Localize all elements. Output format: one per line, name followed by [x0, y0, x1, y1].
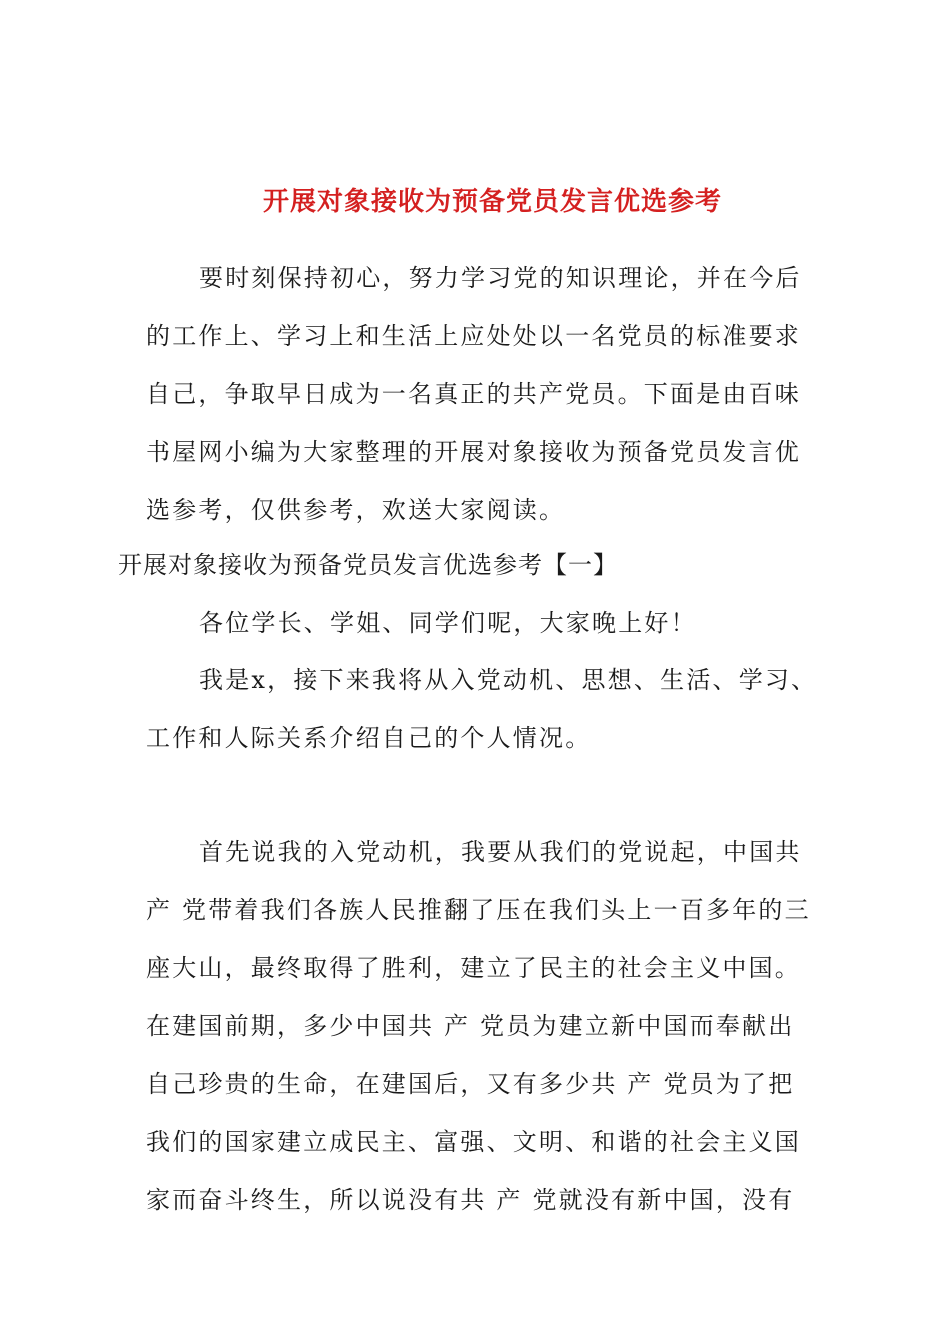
- intro-line-2: 的工作上、学习上和生活上应处处以一名党员的标准要求: [146, 322, 801, 350]
- greeting-line: 各位学长、学姐、同学们呢，大家晚上好！: [199, 609, 697, 637]
- self-intro-line-2: 工作和人际关系介绍自己的个人情况。: [146, 724, 592, 752]
- intro-line-4: 书屋网小编为大家整理的开展对象接收为预备党员发言优: [146, 438, 801, 466]
- self-intro-line-1: 我是x，接下来我将从入党动机、思想、生活、学习、: [199, 666, 818, 694]
- motivation-line-5: 自己珍贵的生命，在建国后，又有多少共 产 党员为了把: [146, 1070, 795, 1098]
- motivation-line-3: 座大山，最终取得了胜利，建立了民主的社会主义中国。: [146, 954, 801, 982]
- document-title: 开展对象接收为预备党员发言优选参考: [262, 187, 722, 217]
- intro-line-1: 要时刻保持初心，努力学习党的知识理论，并在今后: [199, 264, 802, 292]
- section-heading: 开展对象接收为预备党员发言优选参考【一】: [118, 551, 618, 579]
- motivation-line-4: 在建国前期，多少中国共 产 党员为建立新中国而奉献出: [146, 1012, 795, 1040]
- intro-line-3: 自己，争取早日成为一名真正的共产党员。下面是由百味: [146, 380, 801, 408]
- motivation-line-7: 家而奋斗终生，所以说没有共 产 党就没有新中国，没有: [146, 1186, 795, 1214]
- motivation-line-1: 首先说我的入党动机，我要从我们的党说起，中国共: [199, 838, 802, 866]
- motivation-line-6: 我们的国家建立成民主、富强、文明、和谐的社会主义国: [146, 1128, 801, 1156]
- intro-line-5: 选参考，仅供参考，欢送大家阅读。: [146, 496, 566, 524]
- motivation-line-2: 产 党带着我们各族人民推翻了压在我们头上一百多年的三: [146, 896, 811, 924]
